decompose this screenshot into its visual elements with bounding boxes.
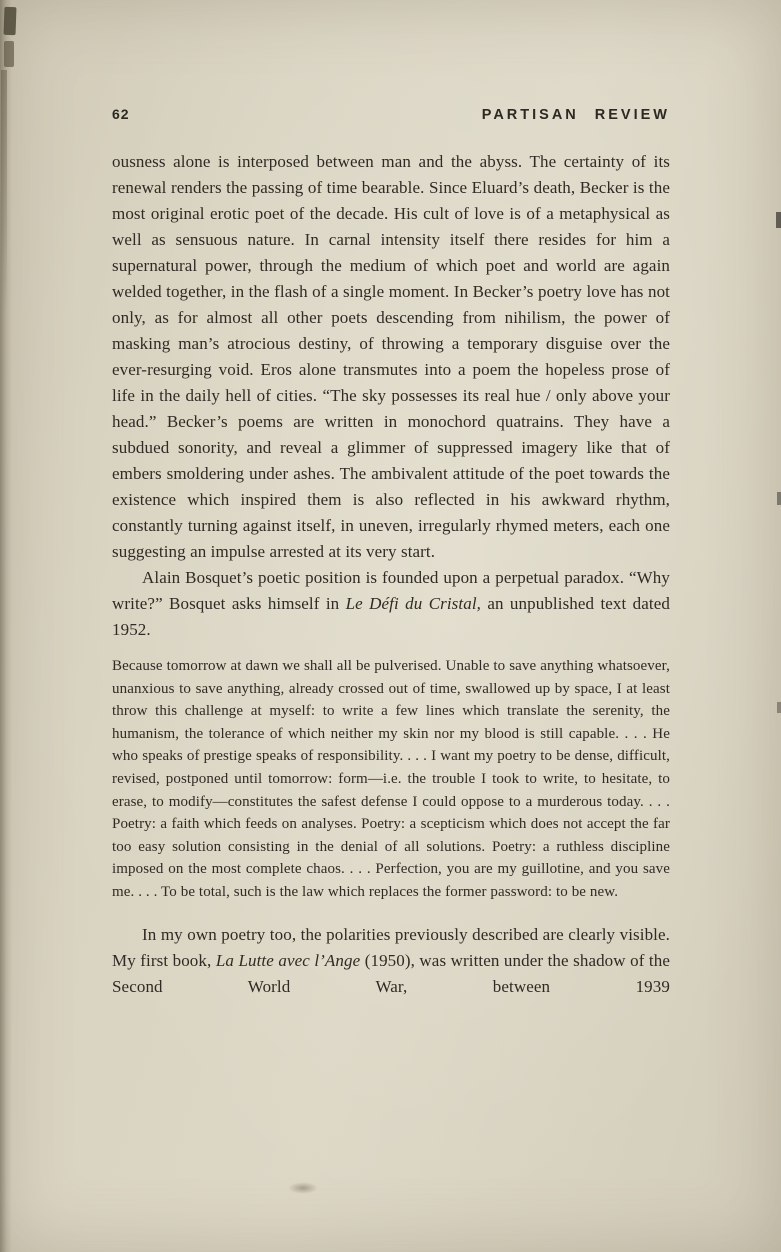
paragraph-bosquet: [112, 565, 670, 643]
journal-title: PARTISAN REVIEW: [481, 107, 670, 123]
scan-artifact: [777, 702, 781, 713]
page-number: 62: [112, 106, 130, 122]
scan-smudge: [288, 1182, 318, 1194]
paragraph-continuation: ousness alone is interposed between man and the abyss. The certainty of its renewal renders the passing of time bearable. Since Eluard’s death, Becker is the most original erotic poet of the decade. His cult of love is of a metaphysical as well as sensuous nature. In carnal intensity itself there resides for him a supernatural power, through the medium of which poet and world are again welded together, in the flash of a single moment. In Becker’s poetry love has not only, as for almost all other poets descending from nihilism, the power of masking man’s atrocious destiny, of throwing a temporary disguise over the ever-resurging void. Eros alone transmutes into a poem the hopeless prose of life in the daily hell of cities. “The sky possesses its real hue / only above your head.” Becker’s poems are written in monochord quatrains. They have a subdued sonority, and reveal a glimmer of suppressed imagery like that of embers smoldering under ashes. The ambivalent attitude of the poet towards the existence which inspired them is also reflected in his awkward rhythm, constantly turning against itself, in uneven, irregularly rhymed meters, each one suggesting an impulse arrested at its very start.: [112, 152, 670, 561]
running-head: [112, 106, 670, 123]
block-quote: Because tomorrow at dawn we shall all be pulverised. Unable to save anything whatsoever, unanxious to save anything, already crossed out of time, swallowed up by space, I at least throw this challenge at myself: to write a few lines which translate the serenity, the humanism, the tolerance of which neither my skin nor my blood is still capable. . . . He who speaks of prestige speaks of responsibility. . . . I want my poetry to be dense, difficult, revised, postponed until tomorrow: form—i.e. the trouble I took to write, to hesitate, to erase, to modify—constitutes the safest defense I could oppose to a murderous today. . . . Poetry: a faith which feeds on analyses. Poetry: a scepticism which does not accept the far too easy solution consisting in the denial of all solutions. Poetry: a ruthless discipline imposed on the most complete chaos. . . . Perfection, you are my guillotine, and you save me. . . . To be total, such is the law which replaces the former password: to be new.: [112, 658, 670, 900]
text-run: In my own poetry too, the polarities previously described are clearly visible. My first book,: [112, 924, 670, 970]
text-run: an unpublished text dated 1952.: [112, 594, 671, 639]
book-title-italic: La Lutte avec l’Ange: [215, 950, 361, 970]
scan-artifact: [4, 7, 17, 35]
book-title-italic: Le Défi du Cristal,: [345, 594, 481, 613]
scan-artifact: [1, 70, 7, 310]
scan-artifact: [777, 492, 781, 505]
text-run: Alain Bosquet’s poetic position is founded upon a perpetual paradox. “Why write?” Bosquet asks himself in: [112, 568, 670, 613]
text-run: (1950), was written under the shadow of the Second World War, between 1939: [112, 950, 671, 996]
page-content: [112, 106, 670, 1000]
paragraph-final: [112, 922, 670, 1000]
page-body: [112, 149, 670, 1000]
scan-artifact: [776, 212, 781, 228]
scan-artifact: [4, 41, 14, 67]
